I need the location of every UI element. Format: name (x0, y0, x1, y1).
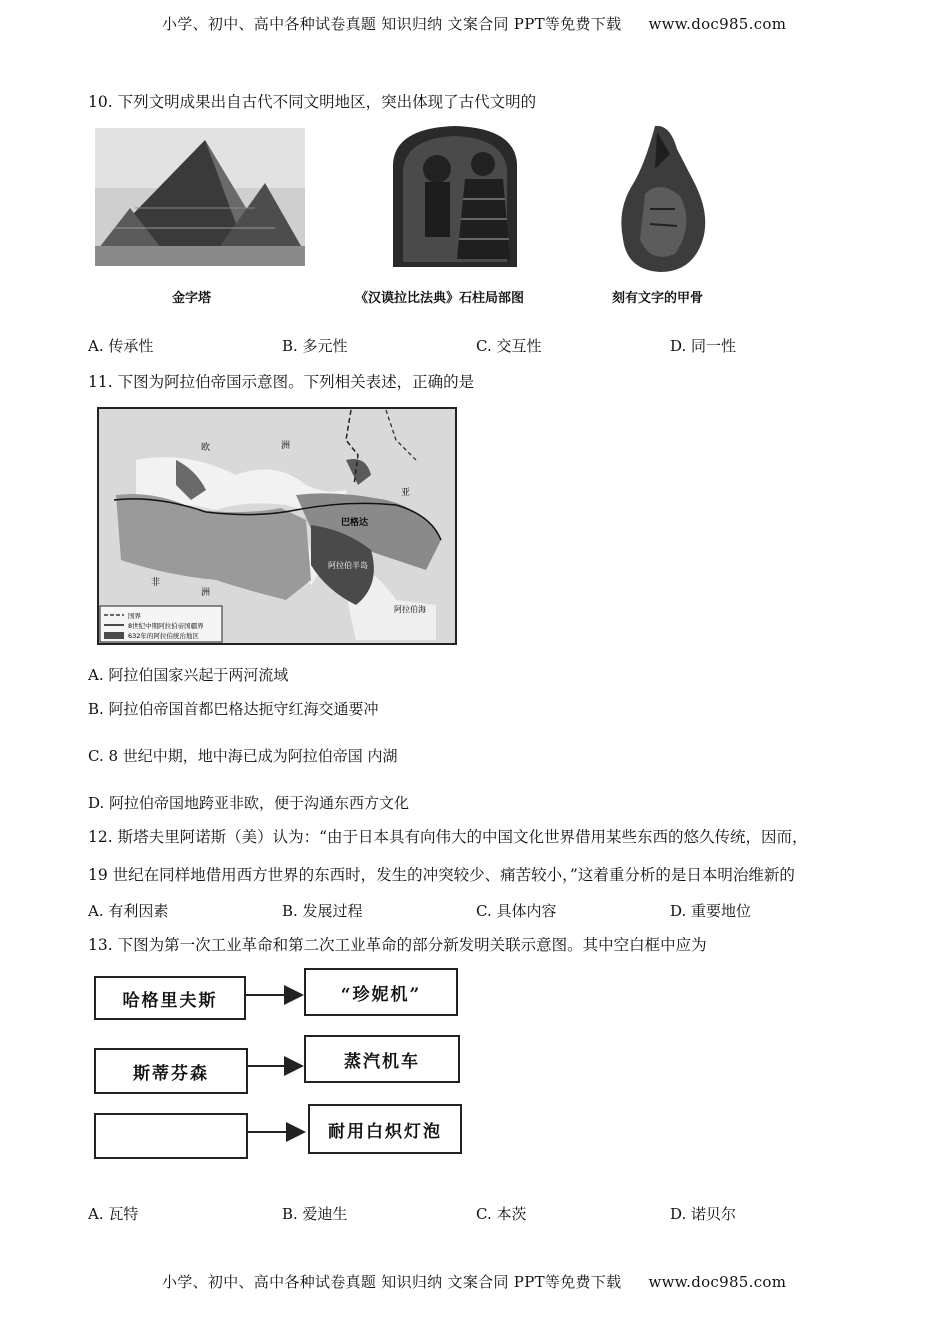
q10-option-d[interactable]: D. 同一性 (670, 337, 737, 355)
q11-option-c[interactable]: C. 8 世纪中期，地中海已成为阿拉伯帝国 内湖 (88, 747, 398, 765)
q12-option-b[interactable]: B. 发展过程 (282, 902, 363, 920)
header-site[interactable]: www.doc985.com (648, 15, 787, 33)
header-text: 小学、初中、高中各种试卷真题 知识归纳 文案合同 PPT等免费下载 (162, 15, 622, 33)
q10-stem: 10. 下列文明成果出自古代不同文明地区，突出体现了古代文明的 (88, 93, 537, 111)
q11-stem: 11. 下图为阿拉伯帝国示意图。下列相关表述，正确的是 (88, 373, 475, 391)
q13-option-a[interactable]: A. 瓦特 (88, 1205, 139, 1223)
q12-option-d[interactable]: D. 重要地位 (670, 902, 752, 920)
left-box-hargreaves: 哈格里夫斯 (94, 976, 246, 1020)
q11-option-b[interactable]: B. 阿拉伯帝国首都巴格达扼守红海交通要冲 (88, 700, 379, 718)
right-box-spinning-jenny: “珍妮机” (304, 968, 458, 1016)
caption-oracle-bone: 刻有文字的甲骨 (612, 291, 704, 306)
map-label-arabian-sea: 阿拉伯海 (394, 605, 426, 614)
legend-empire-border: 8世纪中期阿拉伯帝国疆界 (128, 622, 204, 630)
q10-option-c[interactable]: C. 交互性 (476, 337, 542, 355)
q10-option-a[interactable]: A. 传承性 (88, 337, 154, 355)
caption-stele: 《汉谟拉比法典》石柱局部图 (355, 291, 525, 306)
q13-stem: 13. 下图为第一次工业革命和第二次工业革命的部分新发明关联示意图。其中空白框中应为 (88, 936, 707, 954)
q11-option-d[interactable]: D. 阿拉伯帝国地跨亚非欧，便于沟通东西方文化 (88, 794, 410, 812)
footer-site[interactable]: www.doc985.com (648, 1273, 787, 1291)
stele-image (385, 124, 525, 267)
map-label-europe-1: 欧 (201, 443, 211, 453)
q12-line-1: 12. 斯塔夫里阿诺斯（美）认为：“由于日本具有向伟大的中国文化世界借用某些东西的悠久传统，因而， (88, 828, 808, 846)
pyramid-image (95, 128, 305, 266)
q12-option-c[interactable]: C. 具体内容 (476, 902, 557, 920)
q11-option-a[interactable]: A. 阿拉伯国家兴起于两河流域 (88, 666, 289, 684)
left-box-stephenson: 斯蒂芬森 (94, 1048, 248, 1094)
invention-diagram (90, 962, 470, 1167)
map-label-africa-2: 洲 (201, 588, 211, 598)
map-label-asia: 亚 (401, 488, 411, 498)
oracle-bone-image (615, 124, 710, 274)
map-label-baghdad: 巴格达 (341, 518, 369, 528)
legend-632-region: 632年的阿拉伯统治地区 (128, 632, 199, 640)
arab-empire-map (96, 400, 460, 648)
map-label-europe-2: 洲 (281, 441, 291, 451)
right-box-light-bulb: 耐用白炽灯泡 (308, 1104, 462, 1154)
legend-border: 国界 (128, 612, 141, 620)
left-box-blank[interactable] (94, 1113, 248, 1159)
map-label-arabia: 阿拉伯半岛 (328, 561, 368, 570)
page-footer (162, 1271, 786, 1292)
right-box-locomotive: 蒸汽机车 (304, 1035, 460, 1083)
q10-option-b[interactable]: B. 多元性 (282, 337, 348, 355)
footer-text: 小学、初中、高中各种试卷真题 知识归纳 文案合同 PPT等免费下载 (162, 1273, 622, 1291)
caption-pyramid: 金字塔 (172, 291, 212, 306)
q12-option-a[interactable]: A. 有利因素 (88, 902, 169, 920)
q13-option-d[interactable]: D. 诺贝尔 (670, 1205, 737, 1223)
map-label-africa-1: 非 (151, 578, 161, 588)
page-header (162, 13, 786, 34)
q13-option-b[interactable]: B. 爱迪生 (282, 1205, 348, 1223)
q13-option-c[interactable]: C. 本茨 (476, 1205, 527, 1223)
q12-line-2: 19 世纪在同样地借用西方世界的东西时，发生的冲突较少、痛苦较小，”这着重分析的是日本明治维新的 (88, 866, 795, 884)
